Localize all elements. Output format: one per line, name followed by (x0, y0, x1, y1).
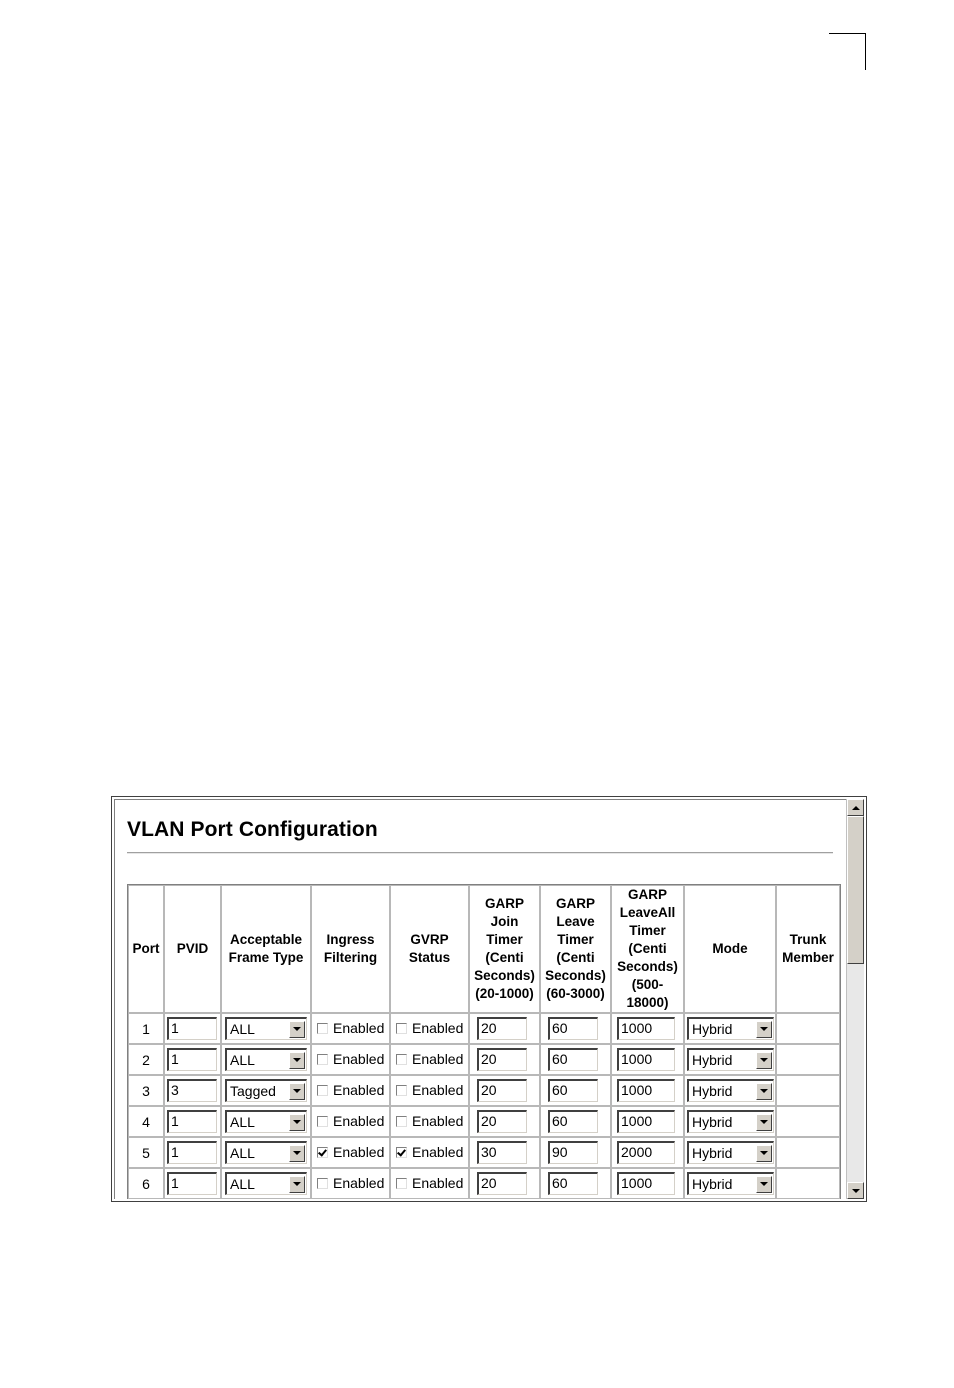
table-row (128, 1044, 840, 1075)
header-port: Port (128, 885, 164, 1013)
ingress-filtering-toggle[interactable] (317, 1175, 384, 1191)
ingress-filtering-checkbox[interactable] (317, 1116, 328, 1127)
gvrp-status-toggle[interactable] (396, 1175, 463, 1191)
header-frame-type: Acceptable Frame Type (221, 885, 311, 1013)
vlan-port-config-window (111, 796, 867, 1202)
mode-value: Hybrid (692, 1052, 733, 1068)
port-number (128, 1013, 164, 1044)
chevron-down-icon (293, 1120, 301, 1124)
chevron-down-icon (760, 1089, 768, 1093)
header-garp-join-timer: GARP Join Timer (Centi Seconds) (20-1000) (469, 885, 540, 1013)
dropdown-button[interactable] (289, 1114, 305, 1131)
arrow-down-icon (852, 1189, 860, 1193)
pvid-input[interactable]: 1 (167, 1141, 217, 1164)
ingress-filtering-checkbox[interactable] (317, 1147, 328, 1158)
dropdown-button[interactable] (756, 1083, 772, 1100)
dropdown-button[interactable] (289, 1176, 305, 1193)
frame-type-value: ALL (230, 1176, 255, 1192)
trunk-member-cell (776, 1075, 840, 1106)
table-row (128, 1013, 840, 1044)
garp-leaveall-timer-input[interactable]: 1000 (617, 1048, 675, 1071)
header-gvrp-status: GVRP Status (390, 885, 469, 1013)
dropdown-button[interactable] (289, 1145, 305, 1162)
dropdown-button[interactable] (756, 1021, 772, 1038)
chevron-down-icon (760, 1120, 768, 1124)
checkbox-label: Enabled (333, 1020, 385, 1037)
header-garp-leaveall-timer: GARP LeaveAll Timer (Centi Seconds) (500- 18000) (611, 885, 684, 1013)
dropdown-button[interactable] (756, 1114, 772, 1131)
ingress-filtering-checkbox[interactable] (317, 1178, 328, 1189)
vertical-scrollbar[interactable] (846, 799, 864, 1199)
garp-leave-timer-input[interactable]: 90 (548, 1141, 598, 1164)
chevron-down-icon (760, 1182, 768, 1186)
frame-type-select[interactable] (225, 1017, 307, 1040)
checkbox-label: Enabled (412, 1020, 464, 1037)
port-number-text: 3 (142, 1082, 150, 1099)
scroll-down-button[interactable] (847, 1182, 864, 1199)
garp-join-timer-input[interactable]: 30 (477, 1141, 527, 1164)
dropdown-button[interactable] (756, 1052, 772, 1069)
mode-select[interactable] (687, 1079, 774, 1102)
header-ingress-filtering: Ingress Filtering (311, 885, 390, 1013)
checkbox-label: Enabled (412, 1144, 464, 1161)
frame-type-select[interactable] (225, 1079, 307, 1102)
gvrp-status-checkbox[interactable] (396, 1023, 407, 1034)
page-title: VLAN Port Configuration (127, 818, 378, 841)
chevron-down-icon (293, 1058, 301, 1062)
frame-type-select[interactable] (225, 1141, 307, 1164)
ingress-filtering-toggle[interactable] (317, 1051, 384, 1067)
scrollbar-thumb[interactable] (847, 816, 864, 964)
pvid-input[interactable]: 1 (167, 1172, 217, 1195)
gvrp-status-checkbox[interactable] (396, 1085, 407, 1096)
checkbox-label: Enabled (412, 1113, 464, 1130)
trunk-member-cell (776, 1044, 840, 1075)
ingress-filtering-toggle[interactable] (317, 1113, 384, 1129)
port-number (128, 1044, 164, 1075)
garp-join-timer-input[interactable]: 20 (477, 1048, 527, 1071)
pvid-input[interactable]: 1 (167, 1017, 217, 1040)
port-number-text: 1 (142, 1020, 150, 1037)
gvrp-status-checkbox[interactable] (396, 1178, 407, 1189)
title-divider (127, 852, 833, 854)
garp-leave-timer-input[interactable]: 60 (548, 1110, 598, 1133)
garp-leaveall-timer-input[interactable]: 1000 (617, 1017, 675, 1040)
port-number-text: 2 (142, 1051, 150, 1068)
table-row (128, 1075, 840, 1106)
gvrp-status-toggle[interactable] (396, 1020, 463, 1036)
crop-mark (829, 33, 866, 70)
frame-type-select[interactable] (225, 1172, 307, 1195)
pvid-input[interactable]: 1 (167, 1110, 217, 1133)
port-number (128, 1168, 164, 1199)
mode-value: Hybrid (692, 1176, 733, 1192)
checkbox-label: Enabled (412, 1175, 464, 1192)
mode-select[interactable] (687, 1141, 774, 1164)
table-header-row (128, 885, 840, 1013)
chevron-down-icon (293, 1089, 301, 1093)
gvrp-status-toggle[interactable] (396, 1082, 463, 1098)
checkbox-label: Enabled (333, 1175, 385, 1192)
trunk-member-cell (776, 1168, 840, 1199)
gvrp-status-checkbox[interactable] (396, 1116, 407, 1127)
vlan-port-table (127, 884, 841, 1199)
port-number-text: 4 (142, 1113, 150, 1130)
chevron-down-icon (760, 1027, 768, 1031)
garp-leave-timer-input[interactable]: 60 (548, 1017, 598, 1040)
header-pvid: PVID (164, 885, 221, 1013)
trunk-member-cell (776, 1137, 840, 1168)
chevron-down-icon (293, 1027, 301, 1031)
garp-leaveall-timer-input[interactable]: 1000 (617, 1079, 675, 1102)
garp-leaveall-timer-input[interactable]: 1000 (617, 1172, 675, 1195)
ingress-filtering-checkbox[interactable] (317, 1054, 328, 1065)
garp-join-timer-input[interactable]: 20 (477, 1079, 527, 1102)
checkbox-label: Enabled (333, 1144, 385, 1161)
chevron-down-icon (293, 1182, 301, 1186)
frame-type-select[interactable] (225, 1110, 307, 1133)
mode-select[interactable] (687, 1048, 774, 1071)
gvrp-status-toggle[interactable] (396, 1144, 463, 1160)
garp-join-timer-input[interactable]: 20 (477, 1110, 527, 1133)
gvrp-status-checkbox[interactable] (396, 1054, 407, 1065)
gvrp-status-toggle[interactable] (396, 1051, 463, 1067)
frame-type-value: ALL (230, 1021, 255, 1037)
content-pane (114, 799, 846, 1199)
scroll-up-button[interactable] (847, 799, 864, 816)
header-garp-leave-timer: GARP Leave Timer (Centi Seconds) (60-3000) (540, 885, 611, 1013)
table-row (128, 1137, 840, 1168)
chevron-down-icon (293, 1151, 301, 1155)
checkbox-label: Enabled (333, 1051, 385, 1068)
gvrp-status-toggle[interactable] (396, 1113, 463, 1129)
dropdown-button[interactable] (289, 1021, 305, 1038)
header-mode: Mode (684, 885, 776, 1013)
port-number (128, 1106, 164, 1137)
frame-type-value: ALL (230, 1145, 255, 1161)
dropdown-button[interactable] (756, 1176, 772, 1193)
gvrp-status-checkbox[interactable] (396, 1147, 407, 1158)
checkbox-label: Enabled (333, 1113, 385, 1130)
ingress-filtering-toggle[interactable] (317, 1082, 384, 1098)
garp-leave-timer-input[interactable]: 60 (548, 1048, 598, 1071)
garp-join-timer-input[interactable]: 20 (477, 1172, 527, 1195)
ingress-filtering-checkbox[interactable] (317, 1085, 328, 1096)
frame-type-value: ALL (230, 1052, 255, 1068)
checkbox-label: Enabled (412, 1082, 464, 1099)
arrow-up-icon (852, 806, 860, 810)
trunk-member-cell (776, 1106, 840, 1137)
chevron-down-icon (760, 1058, 768, 1062)
table-row (128, 1106, 840, 1137)
port-number (128, 1075, 164, 1106)
pvid-input[interactable]: 1 (167, 1048, 217, 1071)
garp-leave-timer-input[interactable]: 60 (548, 1079, 598, 1102)
garp-leaveall-timer-input[interactable]: 1000 (617, 1110, 675, 1133)
dropdown-button[interactable] (289, 1052, 305, 1069)
pvid-input[interactable]: 3 (167, 1079, 217, 1102)
mode-value: Hybrid (692, 1114, 733, 1130)
mode-value: Hybrid (692, 1145, 733, 1161)
garp-leaveall-timer-input[interactable]: 2000 (617, 1141, 675, 1164)
table-row (128, 1168, 840, 1199)
checkbox-label: Enabled (412, 1051, 464, 1068)
frame-type-value: ALL (230, 1114, 255, 1130)
ingress-filtering-toggle[interactable] (317, 1144, 384, 1160)
port-number-text: 6 (142, 1175, 150, 1192)
header-trunk-member: Trunk Member (776, 885, 840, 1013)
mode-value: Hybrid (692, 1083, 733, 1099)
port-number (128, 1137, 164, 1168)
mode-select[interactable] (687, 1110, 774, 1133)
mode-value: Hybrid (692, 1021, 733, 1037)
ingress-filtering-checkbox[interactable] (317, 1023, 328, 1034)
trunk-member-cell (776, 1013, 840, 1044)
garp-join-timer-input[interactable]: 20 (477, 1017, 527, 1040)
ingress-filtering-toggle[interactable] (317, 1020, 384, 1036)
dropdown-button[interactable] (756, 1145, 772, 1162)
mode-select[interactable] (687, 1017, 774, 1040)
garp-leave-timer-input[interactable]: 60 (548, 1172, 598, 1195)
checkbox-label: Enabled (333, 1082, 385, 1099)
port-number-text: 5 (142, 1144, 150, 1161)
dropdown-button[interactable] (289, 1083, 305, 1100)
frame-type-value: Tagged (230, 1083, 276, 1099)
mode-select[interactable] (687, 1172, 774, 1195)
frame-type-select[interactable] (225, 1048, 307, 1071)
chevron-down-icon (760, 1151, 768, 1155)
